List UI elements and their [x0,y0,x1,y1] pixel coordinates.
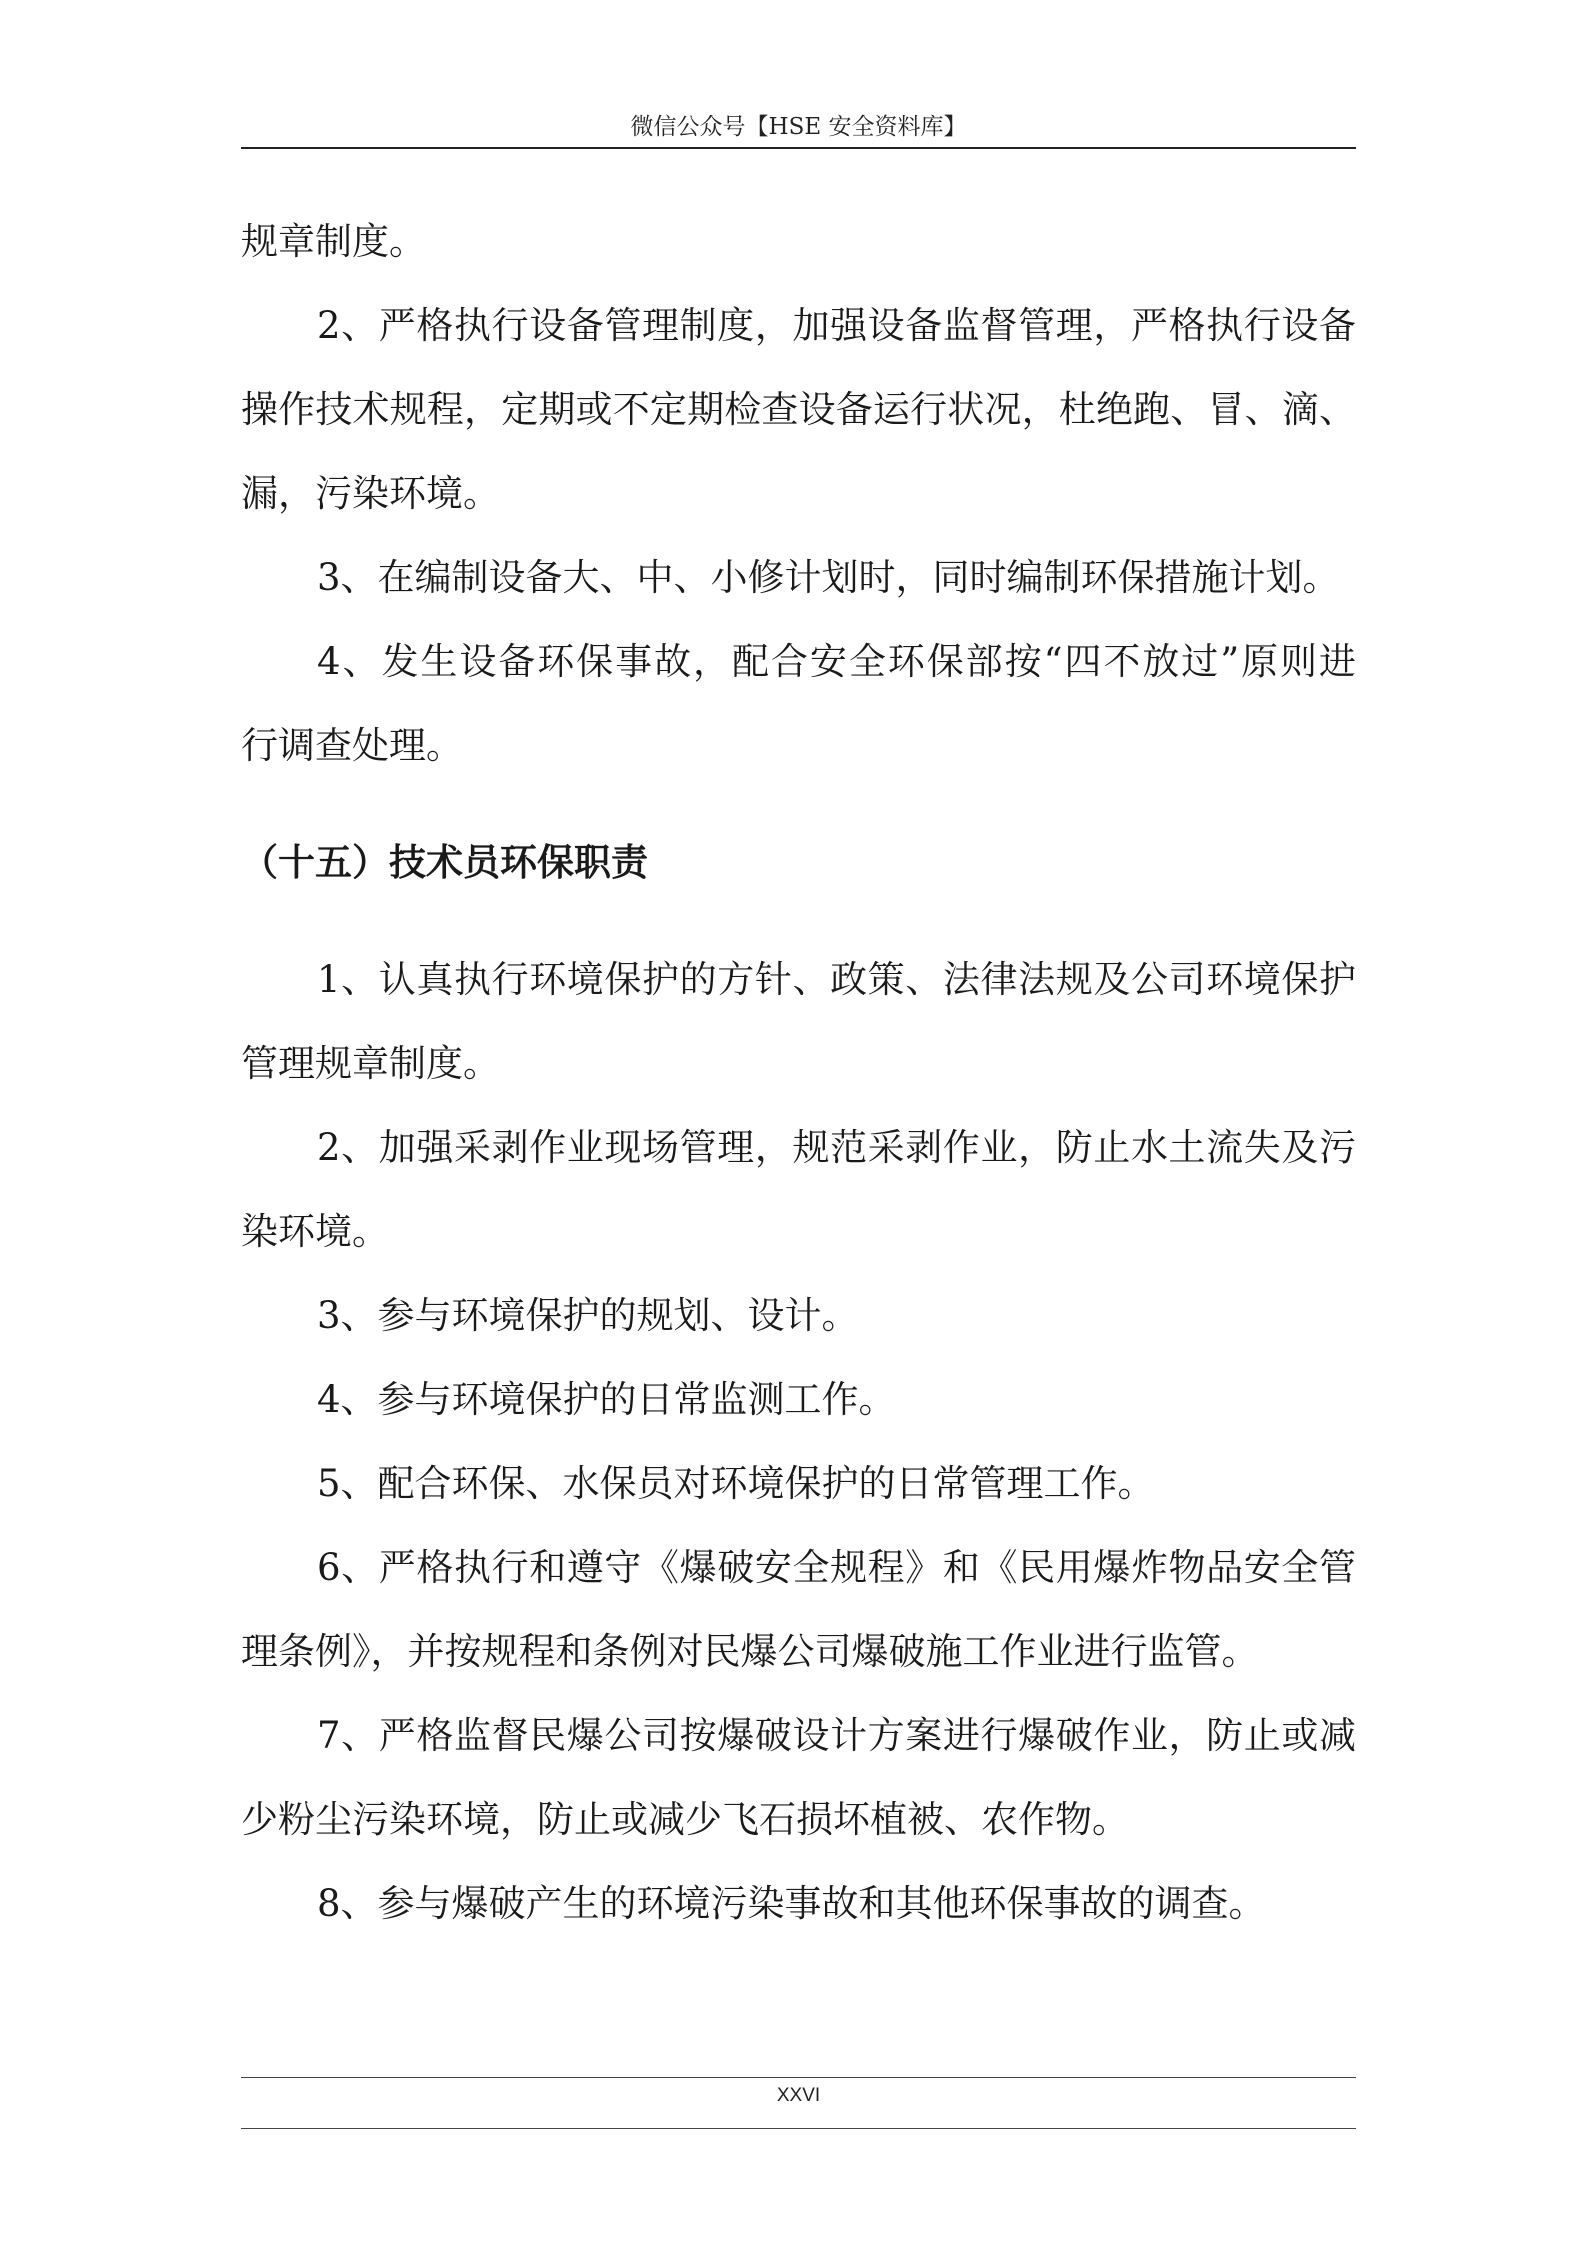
page-header: 微信公众号【HSE 安全资料库】 [630,114,967,140]
paragraph-line: 3、在编制设备大、中、小修计划时，同时编制环保措施计划。 [317,556,1340,599]
paragraph-line: 少粉尘污染环境，防止或减少飞石损坏植被、农作物。 [241,1798,1129,1841]
paragraph-line: 漏，污染环境。 [241,472,500,515]
paragraph-line: 管理规章制度。 [241,1042,500,1085]
document-body [241,200,1356,1946]
section-heading: （十五）技术员环保职责 [241,841,648,884]
page-number: XXVI [776,2085,821,2106]
paragraph-line: 规章制度。 [241,220,426,263]
spacer [241,788,1356,821]
spacer [241,905,1356,938]
paragraph-line: 2、加强采剥作业现场管理，规范采剥作业，防止水土流失及污 [317,1126,1356,1169]
paragraph-line: 8、参与爆破产生的环境污染事故和其他环保事故的调查。 [317,1882,1266,1925]
paragraph-line: 5、配合环保、水保员对环境保护的日常管理工作。 [317,1462,1155,1505]
paragraph-line: 6、严格执行和遵守《爆破安全规程》和《民用爆炸物品安全管 [317,1546,1356,1589]
paragraph-line: 4、发生设备环保事故，配合安全环保部按“四不放过”原则进 [317,640,1356,683]
footer-divider-top [241,2077,1356,2078]
paragraph-line: 行调查处理。 [241,724,463,767]
paragraph-line: 2、严格执行设备管理制度，加强设备监督管理，严格执行设备 [317,304,1356,347]
header-divider [241,147,1356,149]
paragraph-line: 3、参与环境保护的规划、设计。 [317,1294,859,1337]
paragraph-line: 7、严格监督民爆公司按爆破设计方案进行爆破作业，防止或减 [317,1714,1356,1757]
paragraph-line: 染环境。 [241,1210,389,1253]
paragraph-line: 操作技术规程，定期或不定期检查设备运行状况，杜绝跑、冒、滴、 [241,388,1356,431]
paragraph-line: 理条例》，并按规程和条例对民爆公司爆破施工作业进行监管。 [241,1630,1259,1673]
footer-divider-bottom [241,2128,1356,2129]
paragraph-line: 4、参与环境保护的日常监测工作。 [317,1378,896,1421]
paragraph-line: 1、认真执行环境保护的方针、政策、法律法规及公司环境保护 [317,958,1356,1001]
